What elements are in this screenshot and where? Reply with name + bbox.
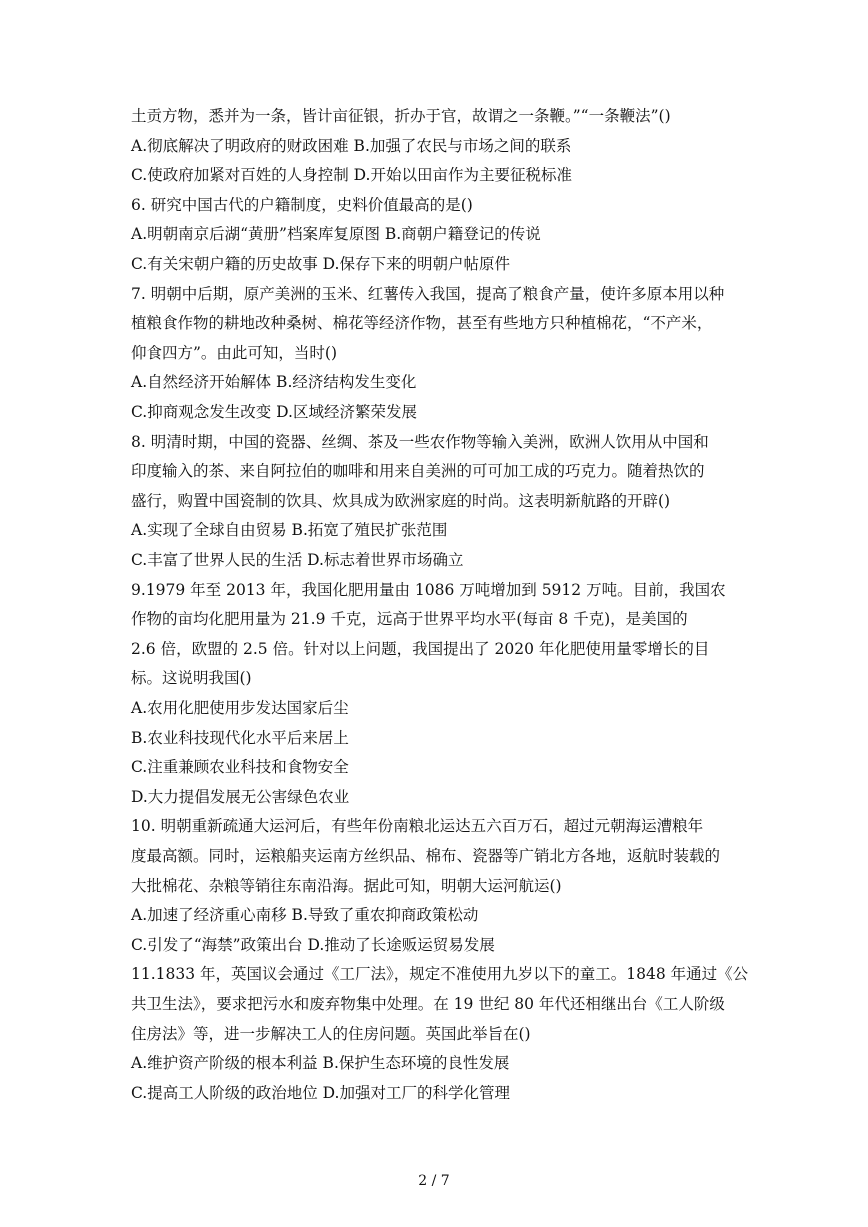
text-line: C.提高工人阶级的政治地位 D.加强对工厂的科学化管理 [131,1084,510,1102]
text-line: A.明朝南京后湖“黄册”档案库复原图 B.商朝户籍登记的传说 [131,225,541,243]
text-line: A.农用化肥使用步发达国家后尘 [131,699,349,717]
text-line: 6. 研究中国古代的户籍制度，史料价值最高的是() [131,196,473,214]
text-line: A.彻底解决了明政府的财政困难 B.加强了农民与市场之间的联系 [131,137,572,155]
text-line: A.加速了经济重心南移 B.导致了重农抑商政策松动 [131,906,479,924]
text-line: 共卫生法》，要求把污水和废弃物集中处理。在 19 世纪 80 年代还相继出台《工人阶级 [131,995,725,1013]
text-line: 8. 明清时期，中国的瓷器、丝绸、茶及一些农作物等输入美洲，欧洲人饮用从中国和 [131,433,709,451]
text-line: C.抑商观念发生改变 D.区域经济繁荣发展 [131,403,417,421]
text-line: 印度输入的茶、来自阿拉伯的咖啡和用来自美洲的可可加工成的巧克力。随着热饮的 [131,462,705,480]
text-line: 盛行，购置中国瓷制的饮具、炊具成为欧洲家庭的时尚。这表明新航路的开辟() [131,492,671,510]
text-line: 7. 明朝中后期，原产美洲的玉米、红薯传入我国，提高了粮食产量，使许多原本用以种 [131,285,725,303]
text-line: A.维护资产阶级的根本利益 B.保护生态环境的良性发展 [131,1054,510,1072]
text-line: 土贡方物，悉并为一条，皆计亩征银，折办于官，故谓之一条鞭。”“一条鞭法”() [131,107,671,125]
text-line: C.丰富了世界人民的生活 D.标志着世界市场确立 [131,551,464,569]
text-line: 仰食四方”。由此可知，当时() [131,344,338,362]
text-line: A.自然经济开始解体 B.经济结构发生变化 [131,373,417,391]
text-line: 度最高额。同时，运粮船夹运南方丝织品、棉布、瓷器等广销北方各地，返航时装载的 [131,847,721,865]
text-line: 作物的亩均化肥用量为 21.9 千克，远高于世界平均水平(每亩 8 千克)，是美国的 [131,610,688,628]
text-line: C.注重兼顾农业科技和食物安全 [131,758,349,776]
text-line: D.大力提倡发展无公害绿色农业 [131,788,350,806]
text-line: 11.1833 年，英国议会通过《工厂法》，规定不准使用九岁以下的童工。1848 年通过《公 [131,965,749,983]
text-line: A.实现了全球自由贸易 B.拓宽了殖民扩张范围 [131,521,448,539]
page-number: 2 / 7 [418,1173,450,1189]
text-line: C.使政府加紧对百姓的人身控制 D.开始以田亩作为主要征税标准 [131,166,572,184]
text-line: 2.6 倍，欧盟的 2.5 倍。针对以上问题，我国提出了 2020 年化肥使用量零增长的目 [131,640,710,658]
text-line: 住房法》等，进一步解决工人的住房问题。英国此举旨在() [131,1025,531,1043]
text-line: C.有关宋朝户籍的历史故事 D.保存下来的明朝户帖原件 [131,255,510,273]
text-line: 标。这说明我国() [131,669,252,687]
text-line: 大批棉花、杂粮等销往东南沿海。据此可知，明朝大运河航运() [131,877,562,895]
text-line: 10. 明朝重新疏通大运河后，有些年份南粮北运达五六百万石，超过元朝海运漕粮年 [131,817,704,835]
text-line: 9.1979 年至 2013 年，我国化肥用量由 1086 万吨增加到 5912 万吨。目前，我国农 [131,581,726,599]
text-line: 植粮食作物的耕地改种桑树、棉花等经济作物，甚至有些地方只种植棉花，“不产米， [131,314,713,332]
text-line: C.引发了“海禁”政策出台 D.推动了长途贩运贸易发展 [131,936,495,954]
text-line: B.农业科技现代化水平后来居上 [131,729,349,747]
